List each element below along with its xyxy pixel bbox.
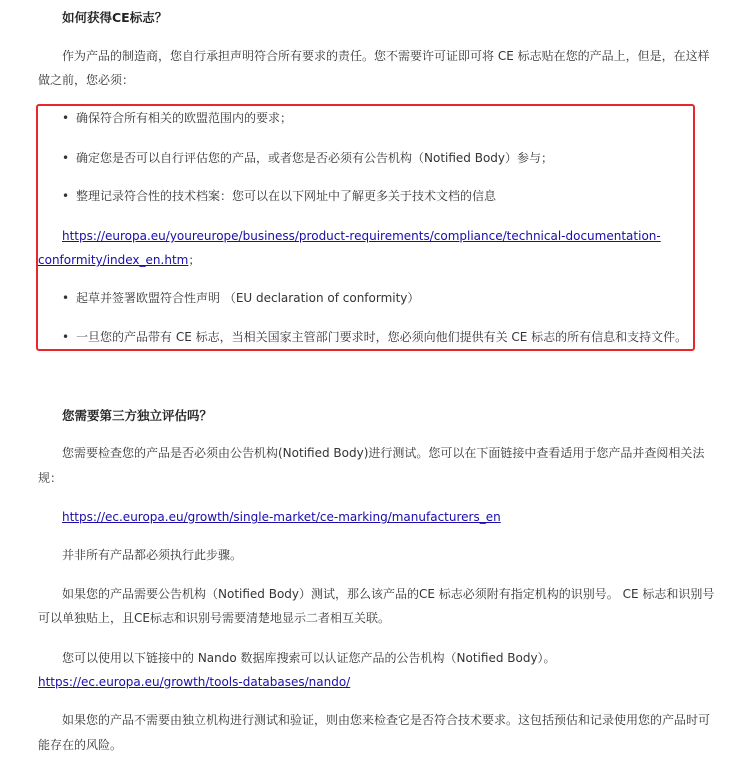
paragraph-line: 您需要检查您的产品是否必须由公告机构(Notified Body)进行测试。您可以在下面链接中查看适用于您产品并查阅相关法 bbox=[62, 446, 705, 460]
intro-paragraph-line2: 做之前，您必须： bbox=[38, 73, 135, 87]
intro-paragraph-line1: 作为产品的制造商，您自行承担声明符合所有要求的责任。您不需要许可证即可将 CE 标志贴在您的产品上，但是，在这样 bbox=[62, 49, 710, 63]
list-item: • 确保符合所有相关的欧盟范围内的要求； bbox=[62, 106, 292, 130]
paragraph-line: 能存在的风险。 bbox=[38, 738, 123, 752]
list-item: • 确定您是否可以自行评估您的产品，或者您是否必须有公告机构（Notified Body）参与； bbox=[62, 146, 553, 170]
list-item: • 一旦您的产品带有 CE 标志，当相关国家主管部门要求时，您必须向他们提供有关 CE 标志的所有信息和支持文件。 bbox=[62, 325, 687, 349]
paragraph-line: 如果您的产品需要公告机构（Notified Body）测试，那么该产品的CE 标志必须附有指定机构的识别号。 CE 标志和识别号 bbox=[62, 587, 715, 601]
paragraph-line: 可以单独贴上，且CE标志和识别号需要清楚地显示二者相互关联。 bbox=[38, 611, 390, 625]
tech-doc-link[interactable]: https://europa.eu/youreurope/business/product-requirements/compliance/technical-documentation- bbox=[62, 229, 661, 243]
section-heading-third-party: 您需要第三方独立评估吗？ bbox=[62, 408, 213, 423]
list-item: • 起草并签署欧盟符合性声明 （EU declaration of conformity） bbox=[62, 286, 419, 310]
section-heading-how-to-get-ce: 如何获得CE标志？ bbox=[62, 10, 168, 25]
list-item: • 整理记录符合性的技术档案：您可以在以下网址中了解更多关于技术文档的信息 bbox=[62, 184, 496, 208]
paragraph-line: 规： bbox=[38, 471, 63, 485]
paragraph-line: 您可以使用以下链接中的 Nando 数据库搜索可以认证您产品的公告机构（Notified Body）。 bbox=[62, 651, 556, 665]
link-suffix: ； bbox=[188, 253, 201, 267]
tech-doc-link-continued[interactable]: conformity/index_en.htm bbox=[38, 253, 189, 267]
paragraph-line: 并非所有产品都必须执行此步骤。 bbox=[62, 548, 243, 562]
nando-link[interactable]: https://ec.europa.eu/growth/tools-databases/nando/ bbox=[38, 675, 351, 689]
manufacturers-link[interactable]: https://ec.europa.eu/growth/single-market/ce-marking/manufacturers_en bbox=[62, 510, 501, 524]
paragraph-line: 如果您的产品不需要由独立机构进行测试和验证，则由您来检查它是否符合技术要求。这包括预估和记录使用您的产品时可 bbox=[62, 713, 711, 727]
